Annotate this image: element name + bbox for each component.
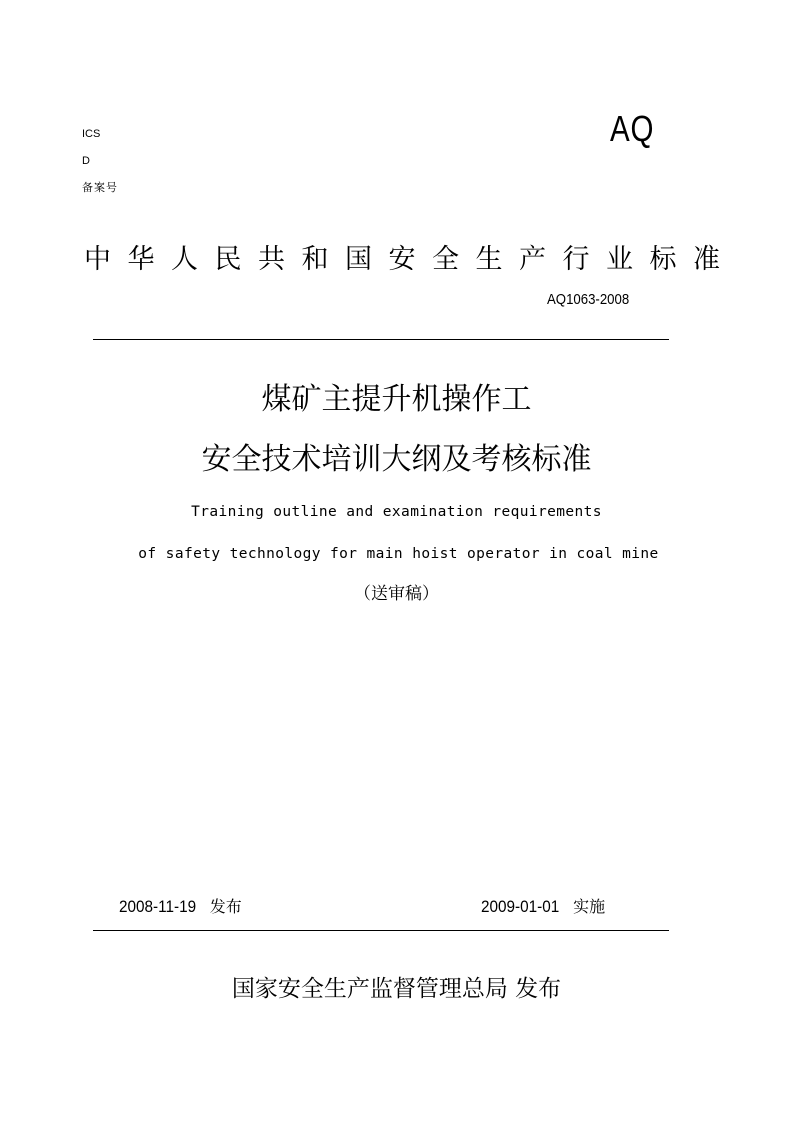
filing-number-label: 备案号 [82,181,118,194]
chinese-title-line-2: 安全技术培训大纲及考核标准 [201,442,592,477]
effective-date [481,896,605,918]
issue-date-value: 2008-11-19 [119,897,197,916]
issue-date-label: 发布 [209,897,242,916]
publisher [0,974,793,1004]
ics-label: ICS [82,128,101,140]
standard-number: AQ1063-2008 [547,291,630,308]
effective-date-value: 2009-01-01 [481,897,560,916]
publisher-action: 发布 [515,976,562,1002]
effective-date-label: 实施 [573,897,606,916]
chinese-title-line-1: 煤矿主提升机操作工 [261,382,532,417]
industry-standard-title: 中华人民共和国安全生产行业标准 [84,244,737,275]
draft-status: （送审稿） [354,584,439,604]
publisher-name: 国家安全生产监督管理总局 [231,976,508,1002]
bottom-divider [93,930,669,931]
classification-code: D [82,155,90,167]
english-title-line-1: Training outline and examination requirements [191,504,602,520]
issue-date [119,896,242,918]
top-divider [93,339,669,340]
aq-logo: AQ [610,108,655,149]
english-title-line-2: of safety technology for main hoist operator in coal mine [138,546,659,562]
